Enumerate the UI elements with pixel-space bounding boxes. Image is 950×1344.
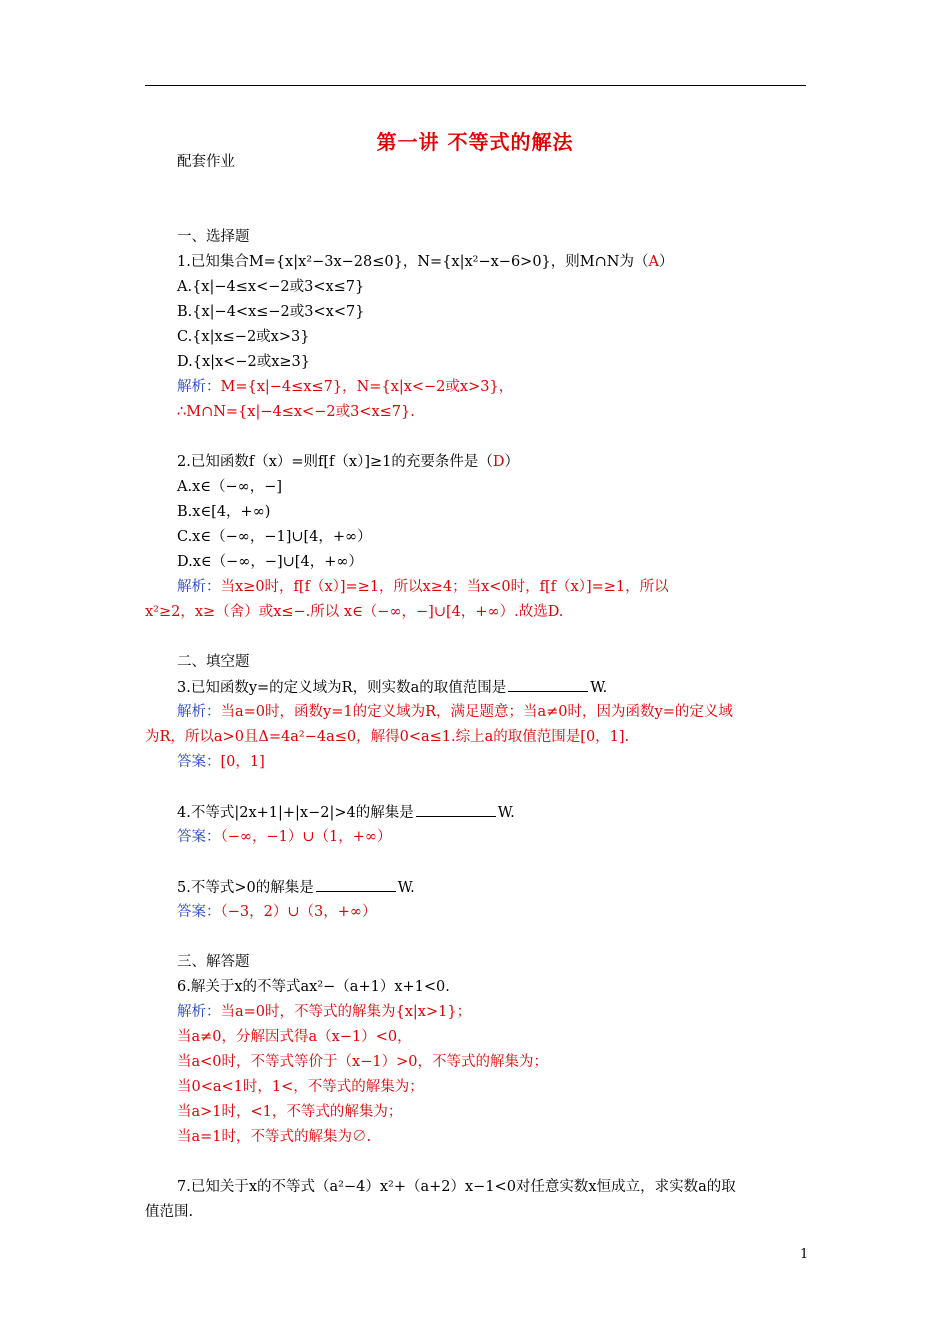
question-2-option-b: B.x∈[4，+∞) [177,504,271,520]
question-3-answer-value: [0，1] [220,754,265,770]
question-2-solution-line-2: x²≥2，x≥（舍）或x≤−.所以 x∈（−∞，−]∪[4，+∞）.故选D. [145,604,564,620]
question-1-option-a: A.{x|−4≤x<−2或3<x≤7} [177,279,365,295]
question-4-stem [177,802,515,823]
question-3-stem [177,677,607,698]
solution-label: 解析： [177,1004,221,1020]
question-2-option-a: A.x∈（−∞，−] [177,479,283,495]
question-3-solution-line-2: 为R，所以a>0且Δ=4a²−4a≤0，解得0<a≤1.综上a的取值范围是[0，1]. [145,729,630,745]
question-1-solution [177,377,513,397]
page-number: 1 [800,1247,809,1262]
page-title: 第一讲 不等式的解法 [376,130,574,154]
question-6-solution-line-2: 当a≠0，分解因式得a（x−1）<0， [177,1029,412,1045]
question-1-option-b: B.{x|−4<x≤−2或3<x<7} [177,304,365,320]
answer-blank [508,677,588,692]
question-2-paren: ） [504,454,520,470]
question-1-answer: A [648,254,659,270]
question-1-stem [177,252,673,272]
solution-label: 解析： [177,579,221,595]
question-4-answer [177,827,391,847]
question-3-end: W. [590,680,608,696]
question-1-option-c: C.{x|x≤−2或x>3} [177,329,310,345]
question-2-solution [177,577,669,597]
answer-label: 答案： [177,754,221,770]
question-3-answer [177,752,265,772]
question-4-answer-value: （−∞，−1）∪（1，+∞） [220,829,392,845]
question-4-end: W. [497,805,515,821]
question-6-solution-line-4: 当0<a<1时，1<，不等式的解集为； [177,1079,424,1095]
question-3-solution-line-1: 当a=0时，函数y=1的定义域为R，满足题意；当a≠0时，因为函数y=的定义域 [220,704,733,720]
question-6-solution-line-6: 当a=1时，不等式的解集为∅. [177,1129,372,1145]
question-1-paren: ） [658,254,674,270]
question-1-solution-line-1: M={x|−4≤x≤7}，N={x|x<−2或x>3}， [220,379,514,395]
question-1-option-d: D.{x|x<−2或x≥3} [177,354,310,370]
question-5-text: 5.不等式>0的解集是 [177,880,314,896]
section-heading-choice: 一、选择题 [177,229,250,245]
section-heading-solve: 三、解答题 [177,954,250,970]
subtitle: 配套作业 [177,154,235,170]
question-6-stem: 6.解关于x的不等式ax²−（a+1）x+1<0. [177,979,450,995]
question-3-solution [177,702,733,722]
answer-label: 答案： [177,904,221,920]
question-3-text: 3.已知函数y=的定义域为R，则实数a的取值范围是 [177,680,507,696]
header-rule [145,85,806,86]
question-7-line-1: 7.已知关于x的不等式（a²−4）x²+（a+2）x−1<0对任意实数x恒成立，求实数a的取 [177,1179,736,1195]
question-6-solution-line-5: 当a>1时，<1，不等式的解集为； [177,1104,403,1120]
answer-blank [316,877,396,892]
question-1-text: 1.已知集合M={x|x²−3x−28≤0}，N={x|x²−x−6>0}，则M∩N为（ [177,254,649,270]
question-6-solution-line-3: 当a<0时，不等式等价于（x−1）>0，不等式的解集为； [177,1054,548,1070]
question-5-stem [177,877,415,898]
question-4-text: 4.不等式|2x+1|+|x−2|>4的解集是 [177,805,414,821]
question-2-stem [177,452,519,472]
question-7-line-2: 值范围. [145,1204,194,1220]
section-heading-fill: 二、填空题 [177,654,250,670]
question-2-option-d: D.x∈（−∞，−]∪[4，+∞） [177,554,363,570]
question-6-solution [177,1002,471,1022]
solution-label: 解析： [177,704,221,720]
question-2-answer: D [492,454,505,470]
solution-label: 解析： [177,379,221,395]
question-1-solution-line-2: ∴M∩N={x|−4≤x<−2或3<x≤7}. [177,404,415,420]
question-2-solution-line-1: 当x≥0时，f[f（x）]=≥1，所以x≥4；当x<0时，f[f（x）]=≥1，所以 [220,579,669,595]
question-2-text: 2.已知函数f（x）=则f[f（x）]≥1的充要条件是（ [177,454,493,470]
answer-blank [416,802,496,817]
question-5-answer [177,902,376,922]
answer-label: 答案： [177,829,221,845]
question-5-end: W. [397,880,415,896]
question-5-answer-value: （−3，2）∪（3，+∞） [220,904,377,920]
question-6-solution-line-1: 当a=0时，不等式的解集为{x|x>1}； [220,1004,472,1020]
question-2-option-c: C.x∈（−∞，−1]∪[4，+∞） [177,529,372,545]
